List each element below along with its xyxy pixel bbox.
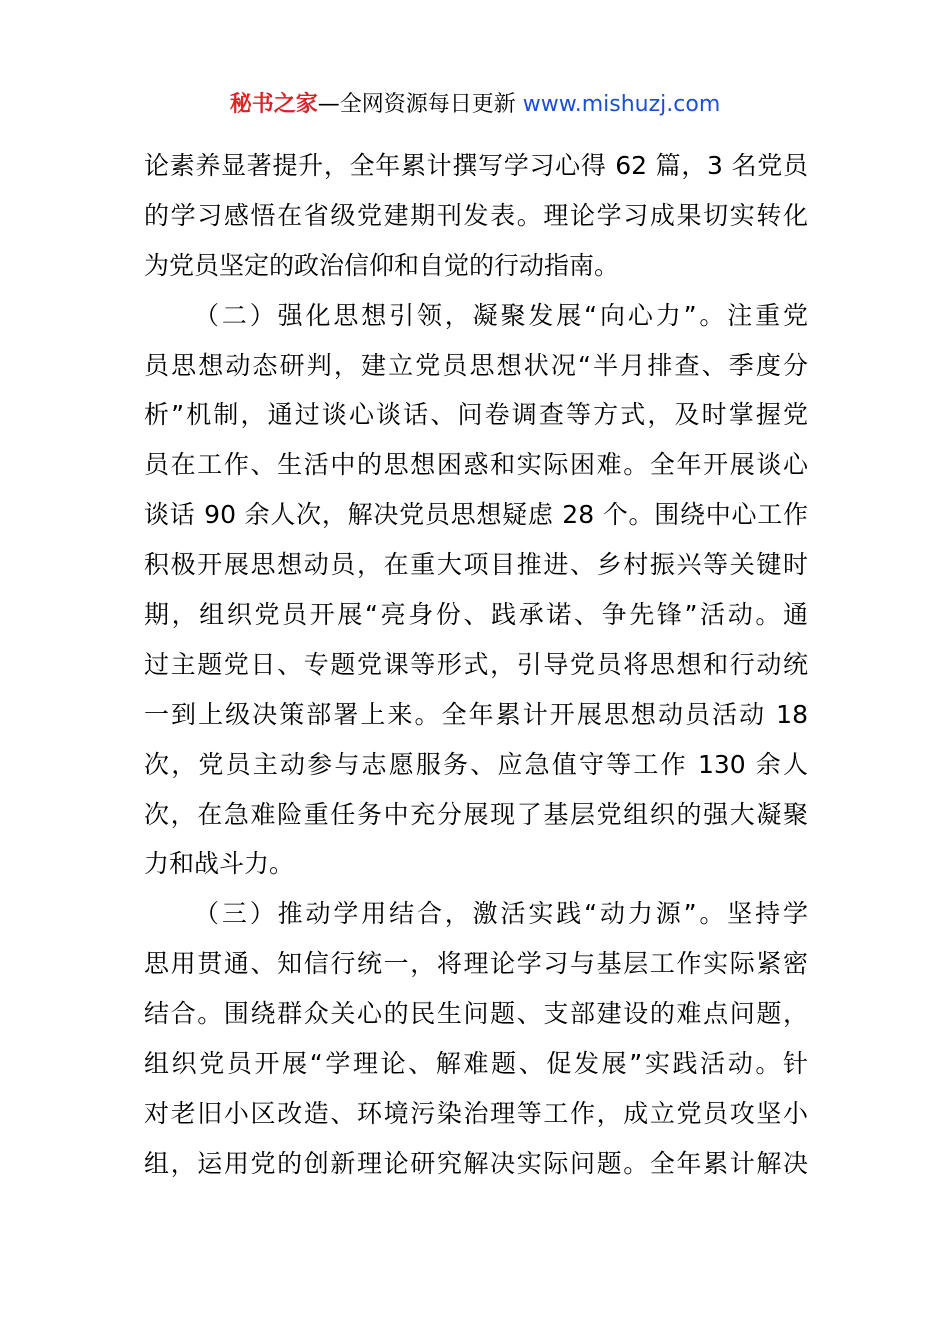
paragraph-2: [144, 291, 808, 890]
section-heading-line: （二）强化思想引领，凝聚发展“向心力”。注重党: [194, 300, 808, 330]
brand-name: 秘书之家: [229, 92, 318, 117]
text-line: 次，党员主动参与志愿服务、应急值守等工作 130 余人: [144, 749, 808, 779]
header-tagline: —全网资源每日更新: [317, 92, 516, 117]
text-line: 力和战斗力。: [144, 849, 295, 879]
paragraph-1: [144, 141, 808, 291]
site-header: [0, 88, 950, 122]
text-line: 结合。围绕群众关心的民生问题、支部建设的难点问题，: [144, 999, 808, 1029]
text-line: 过主题党日、专题党课等形式，引导党员将思想和行动统: [144, 649, 808, 679]
site-url[interactable]: www.mishuzj.com: [522, 92, 721, 117]
text-line: 谈话 90 余人次，解决党员思想疑虑 28 个。围绕中心工作: [144, 500, 808, 530]
text-line: 组，运用党的创新理论研究解决实际问题。全年累计解决: [144, 1148, 808, 1178]
text-line: 期，组织党员开展“亮身份、践承诺、争先锋”活动。通: [144, 600, 808, 630]
text-line: 积极开展思想动员，在重大项目推进、乡村振兴等关键时: [144, 550, 808, 580]
text-line: 的学习感悟在省级党建期刊发表。理论学习成果切实转化: [144, 200, 808, 230]
text-line: 组织党员开展“学理论、解难题、促发展”实践活动。针: [144, 1049, 808, 1079]
text-line: 思用贯通、知信行统一，将理论学习与基层工作实际紧密: [144, 949, 808, 979]
text-line: 次，在急难险重任务中充分展现了基层党组织的强大凝聚: [144, 799, 808, 829]
paragraph-3: [144, 889, 808, 1188]
text-line: 员在工作、生活中的思想困惑和实际困难。全年开展谈心: [144, 450, 808, 480]
text-line: 论素养显著提升，全年累计撰写学习心得 62 篇，3 名党员: [144, 151, 808, 180]
text-line: 为党员坚定的政治信仰和自觉的行动指南。: [144, 250, 620, 280]
text-line: 对老旧小区改造、环境污染治理等工作，成立党员攻坚小: [144, 1098, 808, 1128]
text-line: 析”机制，通过谈心谈话、问卷调查等方式，及时掌握党: [144, 400, 808, 430]
text-line: 一到上级决策部署上来。全年累计开展思想动员活动 18: [144, 699, 808, 729]
document-body: [144, 141, 808, 1189]
text-line: 员思想动态研判，建立党员思想状况“半月排查、季度分: [144, 350, 808, 380]
section-heading-line: （三）推动学用结合，激活实践“动力源”。坚持学: [194, 899, 808, 929]
